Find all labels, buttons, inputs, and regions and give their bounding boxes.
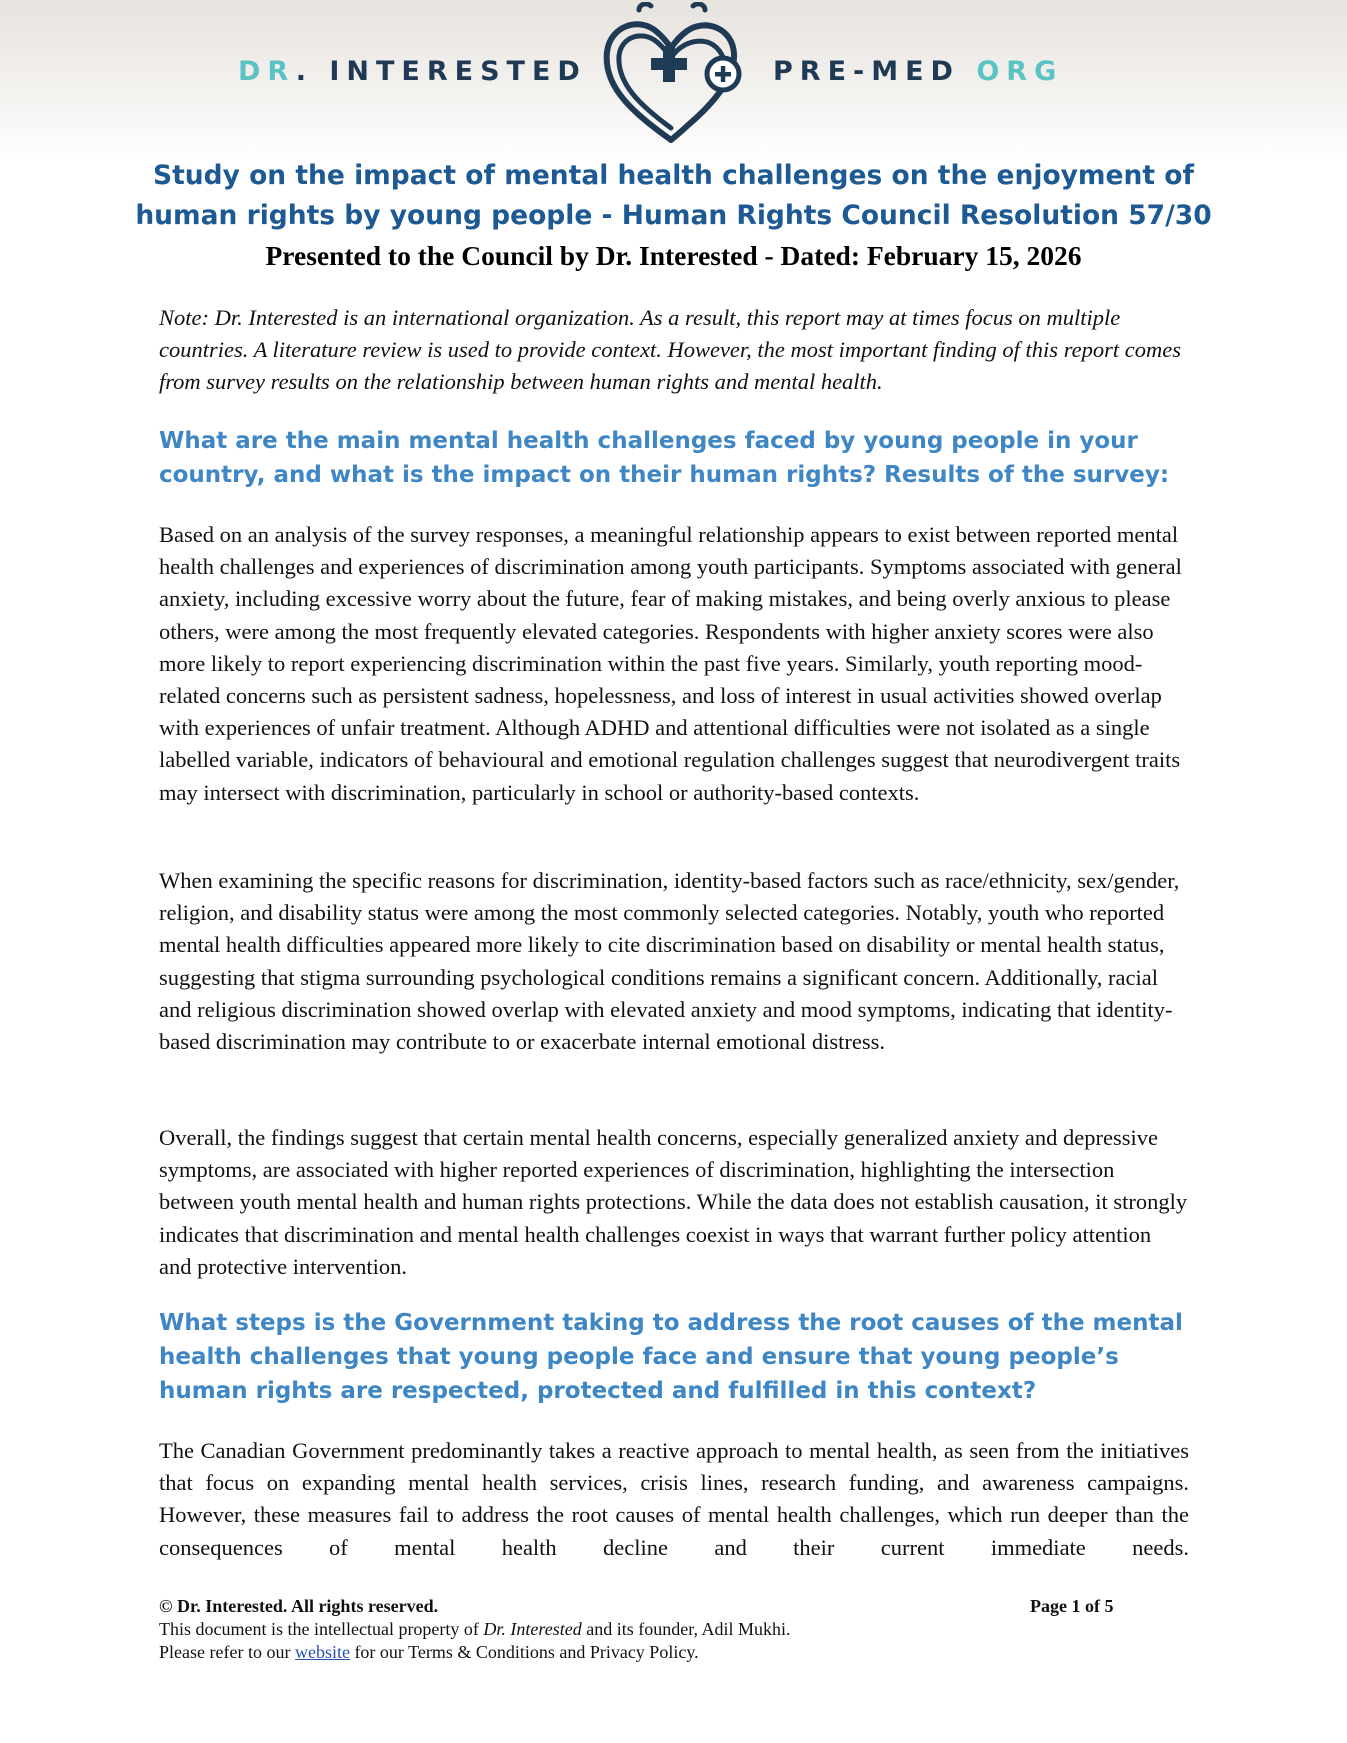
document-title: Study on the impact of mental health challenges on the enjoyment of human rights by young people - Human Rights Council Resolution 57/30	[135, 160, 1212, 231]
footer-refer-line	[159, 1641, 919, 1664]
brand-right-text: PRE-MED	[773, 56, 977, 87]
footer-ip-prefix: This document is the intellectual property of	[159, 1619, 484, 1639]
footer-ip-italic: Dr. Interested	[483, 1619, 582, 1639]
footer-refer-prefix: Please refer to our	[159, 1642, 295, 1662]
section1-heading: What are the main mental health challenges faced by young people in your country, and what is the impact on their human rights? Results of the survey:	[159, 428, 1170, 488]
section1-paragraph-1: Based on an analysis of the survey responses, a meaningful relationship appears to exist between reported mental health challenges and experiences of discrimination among youth participants. Symptoms associated with general anxiety, including excessive worry about the future, fear of making mistakes, and being overly anxious to please others, were among the most frequently elevated categories. Respondents with higher anxiety scores were also more likely to report experiencing discrimination within the past five years. Similarly, youth reporting mood-related concerns such as persistent sadness, hopelessness, and loss of interest in usual activities showed overlap with experiences of unfair treatment. Although ADHD and attentional difficulties were not isolated as a single labelled variable, indicators of behavioural and emotional regulation challenges suggest that neurodivergent traits may intersect with discrimination, particularly in school or authority-based contexts.	[159, 522, 1182, 805]
footer-copyright: © Dr. Interested. All rights reserved.	[159, 1596, 439, 1616]
report-note: Note: Dr. Interested is an international organization. As a result, this report may at times focus on multiple countries. A literature review is used to provide context. However, the most important finding of this report comes from survey results on the relationship between human rights and mental health.	[159, 305, 1181, 394]
brand-right	[773, 56, 1063, 87]
page-number: Page 1 of 5	[1030, 1596, 1114, 1616]
page-header	[0, 0, 1347, 160]
footer-refer-suffix: for our Terms & Conditions and Privacy Policy.	[349, 1642, 699, 1662]
heart-stethoscope-cross-icon	[595, 2, 750, 150]
footer-ip-line	[159, 1618, 919, 1641]
section1-paragraph-2: When examining the specific reasons for discrimination, identity-based factors such as race/ethnicity, sex/gender, religion, and disability status were among the most commonly selected categories. Notably, youth who reported mental health difficulties appeared more likely to cite discrimination based on disability or mental health status, suggesting that stigma surrounding psychological conditions remains a significant concern. Additionally, racial and religious discrimination showed overlap with elevated anxiety and mood symptoms, indicating that identity-based discrimination may contribute to or exacerbate internal emotional distress.	[159, 868, 1180, 1055]
website-link[interactable]: website	[294, 1642, 350, 1662]
footer-legal	[159, 1595, 919, 1664]
brand-left	[238, 56, 587, 87]
footer-ip-suffix: and its founder, Adil Mukhi.	[581, 1619, 791, 1639]
document-subtitle: Presented to the Council by Dr. Interested - Dated: February 15, 2026	[265, 240, 1082, 271]
brand-right-accent: ORG	[976, 56, 1064, 87]
section1-paragraph-3: Overall, the findings suggest that certain mental health concerns, especially generalized anxiety and depressive symptoms, are associated with higher reported experiences of discrimination, highlighting the intersection between youth mental health and human rights protections. While the data does not establish causation, it strongly indicates that discrimination and mental health challenges coexist in ways that warrant further policy attention and protective intervention.	[159, 1125, 1188, 1279]
section2-paragraph: The Canadian Government predominantly takes a reactive approach to mental health, as seen from the initiatives that focus on expanding mental health services, crisis lines, research funding, and awareness campaigns. However, these measures fail to address the root causes of mental health challenges, which run deeper than the consequences of mental health decline and their current immediate needs.	[159, 1438, 1189, 1560]
brand-left-text: . INTERESTED	[295, 56, 587, 87]
section2-heading: What steps is the Government taking to address the root causes of the mental health challenges that young people face and ensure that young people’s human rights are respected, protected and fulfilled in this context?	[159, 1310, 1183, 1404]
brand-left-accent: DR	[238, 56, 296, 87]
